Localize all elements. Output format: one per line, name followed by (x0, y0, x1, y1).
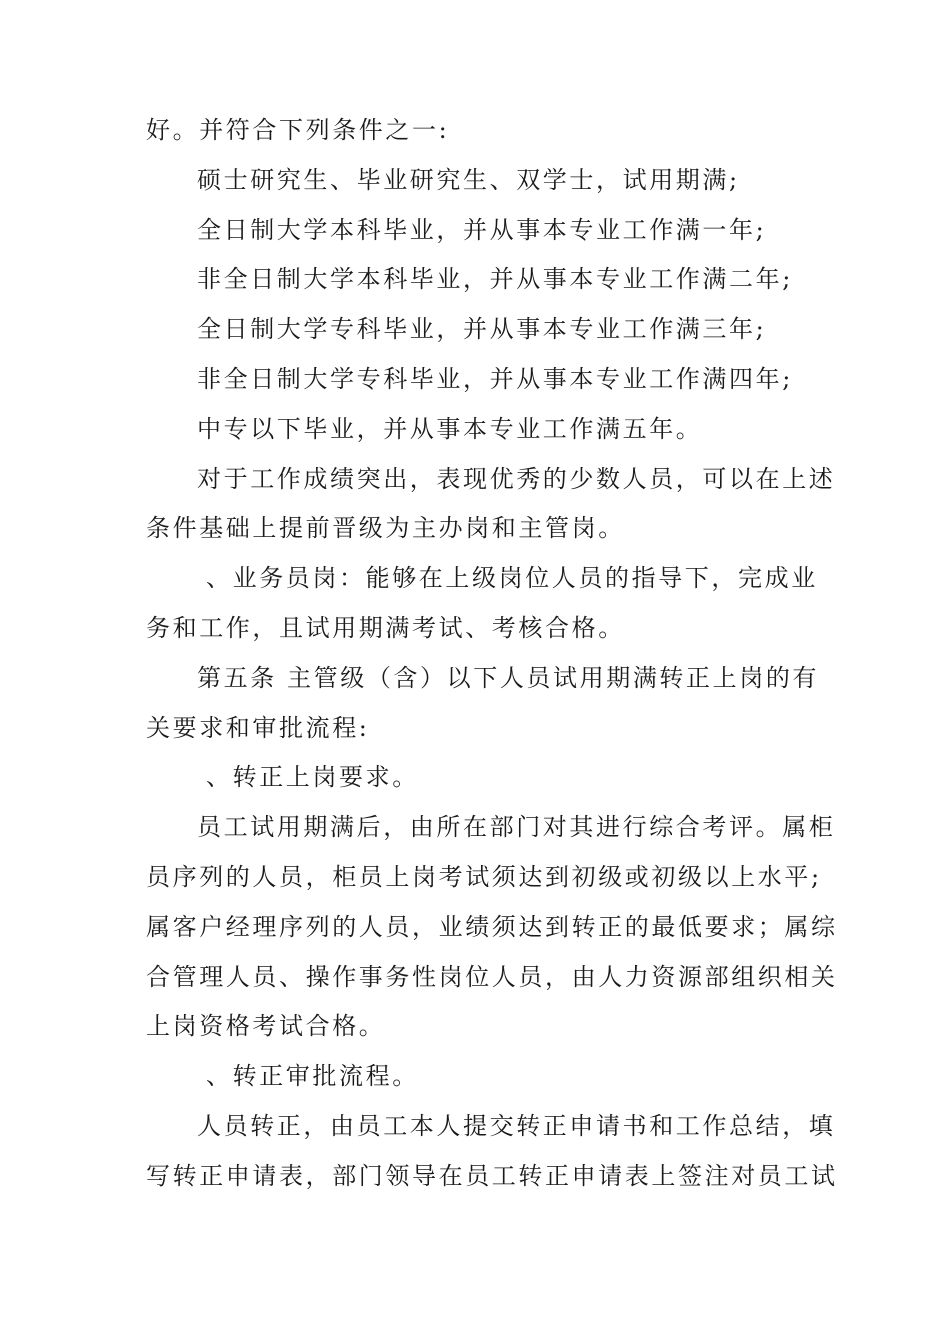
text-line: 人员转正，由员工本人提交转正申请书和工作总结，填 (197, 1111, 836, 1140)
text-line: 员工试用期满后，由所在部门对其进行综合考评。属柜 (197, 813, 836, 842)
text-line: 关要求和审批流程: (146, 713, 370, 742)
text-line: 好。并符合下列条件之一: (146, 116, 450, 144)
text-line: 非全日制大学本科毕业，并从事本专业工作满二年; (197, 265, 793, 294)
text-line: 条件基础上提前晋级为主办岗和主管岗。 (146, 514, 625, 543)
text-line: 、转正上岗要求。 (206, 763, 419, 792)
text-line: 、转正审批流程。 (206, 1062, 419, 1091)
document-body (146, 106, 838, 1202)
text-line: 写转正申请表，部门领导在员工转正申请表上签注对员工试 (146, 1161, 838, 1190)
text-line: 务和工作，且试用期满考试、考核合格。 (146, 613, 625, 642)
text-line: 上岗资格考试合格。 (146, 1012, 386, 1041)
text-line: 第五条 主管级（含）以下人员试用期满转正上岗的有 (197, 663, 820, 692)
text-line: 员序列的人员，柜员上岗考试须达到初级或初级以上水平; (146, 862, 822, 891)
text-line: 全日制大学专科毕业，并从事本专业工作满三年; (197, 315, 767, 344)
text-line: 非全日制大学专科毕业，并从事本专业工作满四年; (197, 364, 793, 393)
text-line: 硕士研究生、毕业研究生、双学士，试用期满; (197, 165, 740, 194)
text-line: 、业务员岗：能够在上级岗位人员的指导下，完成业 (206, 564, 818, 593)
text-line: 全日制大学本科毕业，并从事本专业工作满一年; (197, 215, 767, 244)
text-line: 合管理人员、操作事务性岗位人员，由人力资源部组织相关 (146, 962, 838, 991)
text-line: 中专以下毕业，并从事本专业工作满五年。 (197, 414, 703, 443)
text-line: 对于工作成绩突出，表现优秀的少数人员，可以在上述 (197, 464, 836, 493)
text-line: 属客户经理序列的人员，业绩须达到转正的最低要求；属综 (146, 912, 838, 941)
